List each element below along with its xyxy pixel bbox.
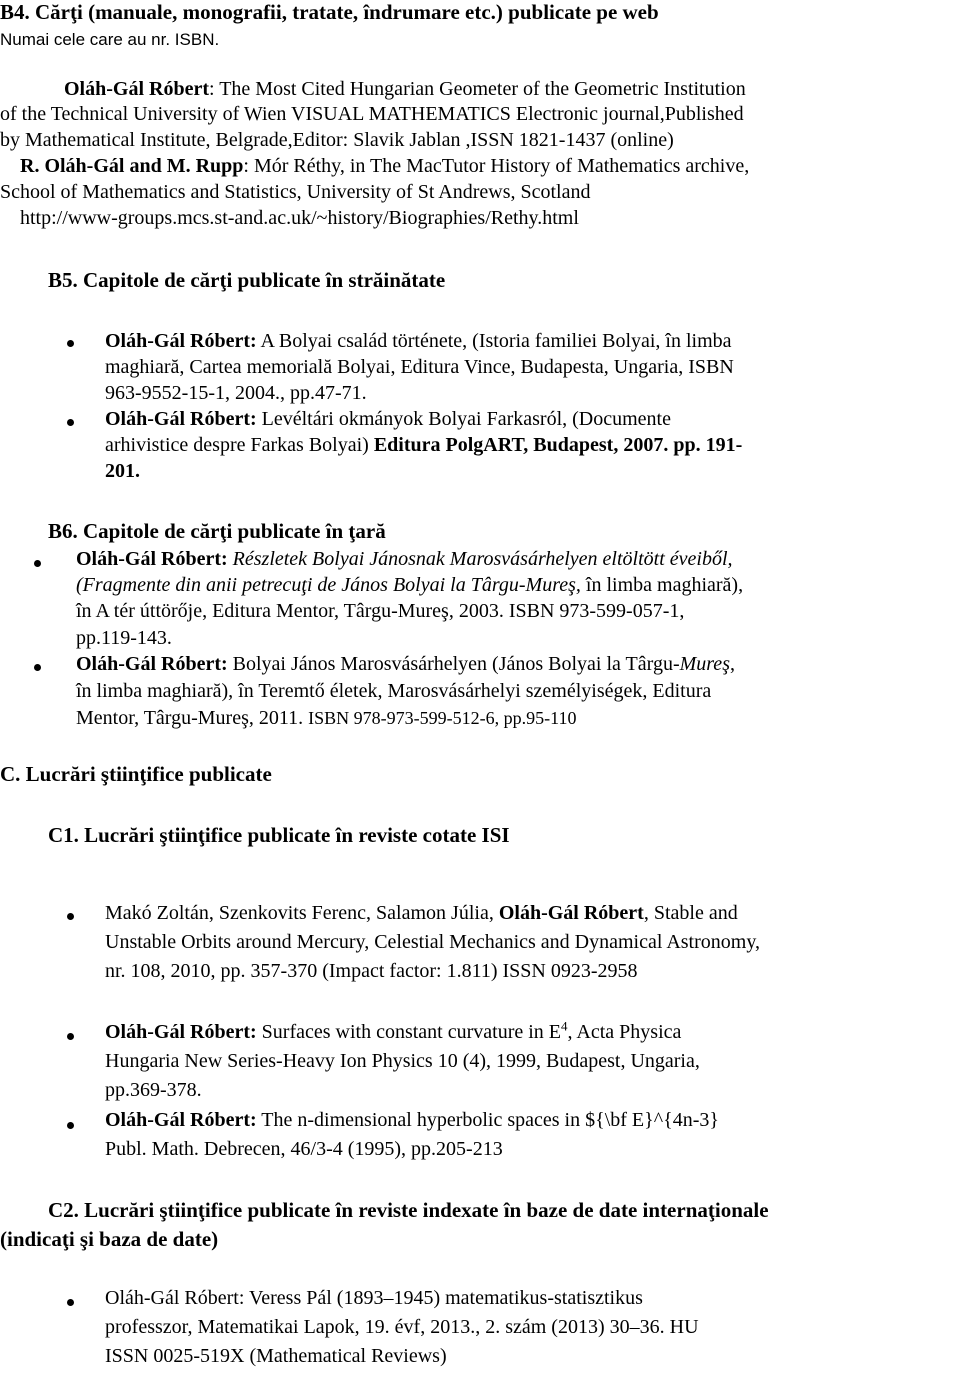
bullet-icon: [67, 1122, 74, 1129]
c1-item-2-line-2: Hungaria New Series-Heavy Ion Physics 10 (4), 1999, Budapest, Ungaria,: [105, 1050, 700, 1072]
b5-item-2-line-2: arhivistice despre Farkas Bolyai) Editura PolgART, Budapest, 2007. pp. 191-: [105, 434, 743, 456]
bullet-icon: [67, 913, 74, 920]
b5-item-1-line-3: 963-9552-15-1, 2004., pp.47-71.: [105, 382, 367, 404]
b4-entry-2-line-1: R. Oláh-Gál and M. Rupp: Mór Réthy, in The MacTutor History of Mathematics archive,: [20, 155, 750, 177]
section-heading-b6: B6. Capitole de cărţi publicate în ţară: [48, 519, 386, 543]
b6-item-2-line-3: Mentor, Târgu-Mureş, 2011. ISBN 978-973-599-512-6, pp.95-110: [76, 707, 577, 729]
b4-entry-2-url[interactable]: http://www-groups.mcs.st-and.ac.uk/~history/Biographies/Rethy.html: [20, 207, 579, 229]
c2-item-1-line-1: Oláh-Gál Róbert: Veress Pál (1893–1945) matematikus-statisztikus: [105, 1287, 643, 1309]
c1-item-1-line-1: Makó Zoltán, Szenkovits Ferenc, Salamon Júlia, Oláh-Gál Róbert, Stable and: [105, 902, 738, 924]
bullet-icon: [34, 560, 41, 567]
c1-item-1-line-2: Unstable Orbits around Mercury, Celestial Mechanics and Dynamical Astronomy,: [105, 931, 761, 953]
bullet-icon: [67, 1033, 74, 1040]
section-heading-c: C. Lucrări ştiinţifice publicate: [0, 762, 272, 786]
section-heading-c1: C1. Lucrări ştiinţifice publicate în reviste cotate ISI: [48, 823, 510, 847]
b5-item-2-line-1: Oláh-Gál Róbert: Levéltári okmányok Bolyai Farkasról, (Documente: [105, 408, 671, 430]
b4-entry-1-line-1: Oláh-Gál Róbert: The Most Cited Hungarian Geometer of the Geometric Institution: [64, 78, 746, 100]
b6-item-2-line-1: Oláh-Gál Róbert: Bolyai János Marosvásárhelyen (János Bolyai la Târgu-Mureş,: [76, 653, 735, 675]
c1-item-3-line-1: Oláh-Gál Róbert: The n-dimensional hyperbolic spaces in ${\bf E}^{4n-3}: [105, 1109, 719, 1131]
b6-item-2-line-2: în limba maghiară), în Teremtő életek, Marosvásárhelyi személyiségek, Editura: [76, 680, 712, 702]
b4-entry-2-line-2: School of Mathematics and Statistics, University of St Andrews, Scotland: [0, 181, 591, 203]
b4-entry-1-line-3: by Mathematical Institute, Belgrade,Editor: Slavik Jablan ,ISSN 1821-1437 (online): [0, 129, 674, 151]
bullet-icon: [34, 664, 41, 671]
bullet-icon: [67, 419, 74, 426]
bullet-icon: [67, 340, 74, 347]
c2-item-1-line-3: ISSN 0025-519X (Mathematical Reviews): [105, 1345, 447, 1367]
c1-item-3-line-2: Publ. Math. Debrecen, 46/3-4 (1995), pp.205-213: [105, 1138, 503, 1160]
b6-item-1-line-3: în A tér úttörője, Editura Mentor, Târgu-Mureş, 2003. ISBN 973-599-057-1,: [76, 600, 685, 622]
b5-item-1-line-2: maghiară, Cartea memorială Bolyai, Editura Vince, Budapesta, Ungaria, ISBN: [105, 356, 734, 378]
c1-item-1-line-3: nr. 108, 2010, pp. 357-370 (Impact factor: 1.811) ISSN 0923-2958: [105, 960, 638, 982]
b4-entry-1-line-2: of the Technical University of Wien VISUAL MATHEMATICS Electronic journal,Published: [0, 103, 744, 125]
b6-item-1-line-2: (Fragmente din anii petrecuţi de János Bolyai la Târgu-Mureş, în limba maghiară),: [76, 574, 744, 596]
bullet-icon: [67, 1299, 74, 1306]
b6-item-1-line-1: Oláh-Gál Róbert: Részletek Bolyai Jánosnak Marosvásárhelyen eltöltött éveiből,: [76, 548, 733, 570]
c2-item-1-line-2: professzor, Matematikai Lapok, 19. évf, 2013., 2. szám (2013) 30–36. HU: [105, 1316, 699, 1338]
c1-item-2-line-3: pp.369-378.: [105, 1079, 202, 1101]
b5-item-1-line-1: Oláh-Gál Róbert: A Bolyai család története, (Istoria familiei Bolyai, în limba: [105, 330, 732, 352]
section-heading-c2: C2. Lucrări ştiinţifice publicate în reviste indexate în baze de date internaţionale: [48, 1198, 769, 1222]
section-heading-b4: B4. Cărţi (manuale, monografii, tratate, îndrumare etc.) publicate pe web: [0, 0, 659, 24]
b4-note: Numai cele care au nr. ISBN.: [0, 30, 220, 49]
c1-item-2-line-1: Oláh-Gál Róbert: Surfaces with constant curvature in $E^4$, Acta Physica: [105, 1018, 682, 1043]
section-heading-b5: B5. Capitole de cărţi publicate în străinătate: [48, 268, 446, 292]
b6-item-1-line-4: pp.119-143.: [76, 627, 172, 649]
section-heading-c2-continuation: (indicaţi şi baza de date): [0, 1227, 219, 1251]
b5-item-2-line-3: 201.: [105, 460, 140, 482]
